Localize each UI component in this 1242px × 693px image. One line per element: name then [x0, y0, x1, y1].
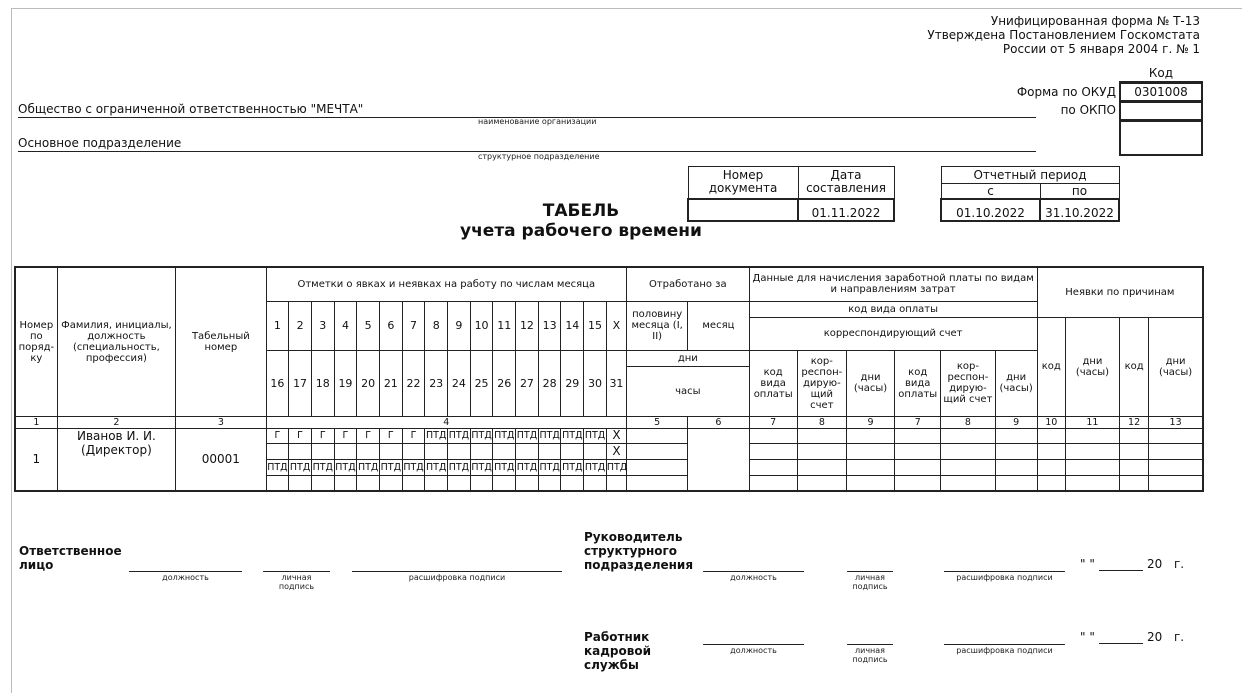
colnum-1: 1 [15, 416, 57, 428]
absence-cell[interactable] [1065, 428, 1119, 443]
okpo-value[interactable] [1119, 102, 1203, 121]
pay-cell[interactable] [797, 475, 846, 491]
pay-cell[interactable] [797, 459, 846, 475]
mark-empty[interactable] [584, 443, 607, 459]
mark-31[interactable]: ПТД [606, 459, 626, 475]
pay-cell[interactable] [941, 459, 995, 475]
organization-name: Общество с ограниченной ответственностью "МЕЧТА" [18, 102, 364, 116]
day-4: 4 [334, 301, 357, 350]
day-7: 7 [402, 301, 425, 350]
row-number: 1 [15, 428, 57, 491]
doc-date-label: Дата составления [798, 167, 894, 199]
head-date-line[interactable] [1099, 570, 1143, 571]
header-abs-days-1: дни (часы) [1065, 317, 1119, 416]
header-name: Фамилия, инициалы, должность (специальность, профессия) [57, 267, 175, 416]
mark-28[interactable]: ПТД [538, 459, 561, 475]
day-18: 18 [311, 350, 334, 416]
absence-cell[interactable] [1037, 428, 1065, 443]
mark-12[interactable]: ПТД [516, 430, 538, 441]
sub-code-2: код вида оплаты [895, 350, 941, 416]
row-tab-number[interactable]: 00001 [176, 428, 266, 491]
colnum-11: 11 [1065, 416, 1119, 428]
day-16: 16 [266, 350, 289, 416]
mark-empty[interactable] [606, 475, 626, 491]
absence-cell[interactable] [1037, 459, 1065, 475]
okud-label: Форма по ОКУД [1016, 85, 1116, 99]
pay-cell[interactable] [941, 428, 995, 443]
day-26: 26 [493, 350, 516, 416]
table-row [15, 428, 1203, 443]
absence-cell[interactable] [1120, 475, 1149, 491]
resp-decode-caption: расшифровка подписи [408, 573, 506, 582]
mark-18[interactable]: ПТД [311, 459, 334, 475]
mark-empty[interactable] [448, 475, 471, 491]
timesheet-table [14, 266, 1204, 492]
doc-number-label: Номер документа [688, 167, 798, 199]
mark-16[interactable]: ПТД [266, 459, 289, 475]
mark-empty[interactable] [493, 475, 516, 491]
mark-26[interactable]: ПТД [493, 459, 516, 475]
sub-days-2: дни (часы) [995, 350, 1037, 416]
hr-year-suffix: г. [1174, 630, 1185, 644]
header-pay-data: Данные для начисления заработной платы по видам и направлениям затрат [749, 267, 1037, 301]
head-label: Руководитель структурного подразделения [584, 530, 694, 572]
pay-cell[interactable] [995, 475, 1037, 491]
resp-person-label: Ответственное лицо [19, 544, 122, 572]
mark-4[interactable]: Г [334, 428, 357, 443]
day-9: 9 [448, 301, 471, 350]
header-paycode: код вида оплаты [749, 301, 1037, 317]
head-decode-line[interactable] [944, 571, 1065, 572]
day-3: 3 [311, 301, 334, 350]
colnum-9a: 9 [846, 416, 894, 428]
form-header-line3: России от 5 января 2004 г. № 1 [1002, 42, 1200, 56]
doc-title [450, 201, 712, 241]
mark-empty[interactable] [561, 475, 584, 491]
mark-30[interactable]: ПТД [584, 459, 607, 475]
day-1: 1 [266, 301, 289, 350]
colnum-6: 6 [688, 416, 749, 428]
resp-sign-line[interactable] [263, 571, 330, 572]
mark-9[interactable]: ПТД [448, 430, 470, 441]
period-to-label: по [1040, 184, 1119, 200]
hr-sign-caption: личная подпись [852, 646, 888, 664]
head-position-line[interactable] [703, 571, 804, 572]
code-box [1119, 65, 1203, 156]
worked-half-days-1[interactable] [627, 428, 688, 443]
colnum-10: 10 [1037, 416, 1065, 428]
resp-position-caption: должность [162, 573, 209, 582]
colnum-2: 2 [57, 416, 175, 428]
mark-21[interactable]: ПТД [379, 459, 402, 475]
header-days: дни [627, 350, 750, 366]
colnum-5: 5 [627, 416, 688, 428]
day-21: 21 [379, 350, 402, 416]
mark-8[interactable]: ПТД [426, 430, 447, 441]
pay-cell[interactable] [941, 443, 995, 459]
day-24: 24 [448, 350, 471, 416]
row-employee-name[interactable]: Иванов И. И. (Директор) [57, 428, 175, 491]
hr-position-line[interactable] [703, 644, 804, 645]
day-19: 19 [334, 350, 357, 416]
mark-19[interactable]: ПТД [334, 459, 357, 475]
sub-account-2: кор-респон-дирую-щий счет [941, 350, 995, 416]
head-year-suffix: г. [1174, 557, 1185, 571]
worked-half-hours-1[interactable] [627, 443, 688, 459]
colnum-7a: 7 [749, 416, 797, 428]
colnum-9b: 9 [995, 416, 1037, 428]
head-year-prefix: 20 [1147, 557, 1163, 571]
pay-cell[interactable] [995, 428, 1037, 443]
period-table [940, 166, 1120, 222]
pay-cell[interactable] [995, 443, 1037, 459]
absence-cell[interactable] [1149, 428, 1203, 443]
doc-title-line1: ТАБЕЛЬ [542, 201, 620, 221]
worked-half-hours-2[interactable] [627, 475, 688, 491]
day-25: 25 [470, 350, 493, 416]
hr-sign-line[interactable] [847, 644, 893, 645]
hr-label: Работник кадровой службы [584, 630, 652, 672]
form-header-line2: Утверждена Постановлением Госкомстата [927, 28, 1200, 42]
day-8: 8 [425, 301, 448, 350]
header-worked: Отработано за [627, 267, 750, 301]
absence-cell[interactable] [1065, 475, 1119, 491]
head-position-caption: должность [730, 573, 777, 582]
colnum-13: 13 [1149, 416, 1203, 428]
mark-empty[interactable] [470, 443, 493, 459]
code-extra-cell [1119, 121, 1203, 156]
mark-empty[interactable] [448, 443, 471, 459]
hr-decode-line[interactable] [944, 644, 1065, 645]
header-absence: Неявки по причинам [1037, 267, 1203, 317]
head-sign-caption: личная подпись [852, 573, 888, 591]
mark-empty[interactable] [357, 443, 380, 459]
colnum-8b: 8 [941, 416, 995, 428]
day-31: 31 [606, 350, 626, 416]
period-to-value[interactable]: 31.10.2022 [1040, 199, 1119, 221]
day-12: 12 [516, 301, 539, 350]
mark-24[interactable]: ПТД [448, 459, 471, 475]
colnum-4: 4 [266, 416, 627, 428]
mark-empty[interactable] [357, 475, 380, 491]
sub-code-1: код вида оплаты [749, 350, 797, 416]
mark-15[interactable]: ПТД [584, 430, 606, 441]
day-15: 15 [584, 301, 607, 350]
mark-empty[interactable] [379, 475, 402, 491]
resp-sign-caption: личная подпись [278, 573, 315, 591]
day-27: 27 [516, 350, 539, 416]
mark-empty[interactable] [538, 475, 561, 491]
kod-label: Код [1119, 65, 1203, 82]
mark-empty[interactable] [516, 443, 539, 459]
mark-empty[interactable] [334, 443, 357, 459]
header-abs-days-2: дни (часы) [1149, 317, 1203, 416]
pay-cell[interactable] [749, 443, 797, 459]
form-header-line1: Унифицированная форма № Т-13 [990, 14, 1200, 28]
day-11: 11 [493, 301, 516, 350]
pay-cell[interactable] [749, 475, 797, 491]
colnum-8a: 8 [797, 416, 846, 428]
absence-cell[interactable] [1149, 459, 1203, 475]
mark-3[interactable]: Г [311, 428, 334, 443]
day-30: 30 [584, 350, 607, 416]
hr-date-quote: " " [1080, 630, 1095, 644]
header-half-month: половину месяца (I, II) [627, 301, 688, 350]
header-account: корреспондирующий счет [749, 317, 1037, 350]
pay-cell[interactable] [895, 475, 941, 491]
header-hours: часы [627, 366, 750, 416]
mark-2[interactable]: Г [289, 428, 312, 443]
colnum-7b: 7 [895, 416, 941, 428]
head-decode-caption: расшифровка подписи [956, 573, 1053, 582]
colnum-3: 3 [176, 416, 266, 428]
sub-account-1: кор-респон-дирую-щий счет [797, 350, 846, 416]
mark-6[interactable]: Г [379, 428, 402, 443]
division-field[interactable] [18, 136, 1036, 152]
mark-11[interactable]: ПТД [494, 430, 515, 441]
absence-cell[interactable] [1065, 459, 1119, 475]
day-29: 29 [561, 350, 584, 416]
head-date-quote: " " [1080, 557, 1095, 571]
division-name: Основное подразделение [18, 136, 182, 150]
mark-7[interactable]: Г [402, 428, 425, 443]
mark-10[interactable]: ПТД [471, 430, 492, 441]
mark-25[interactable]: ПТД [470, 459, 493, 475]
mark-5[interactable]: Г [357, 428, 380, 443]
pay-cell[interactable] [895, 459, 941, 475]
mark-1[interactable]: Г [266, 428, 289, 443]
worked-month[interactable] [688, 428, 749, 491]
mark-empty[interactable] [470, 475, 493, 491]
form-header [927, 14, 1200, 56]
absence-cell[interactable] [1037, 475, 1065, 491]
mark-empty[interactable] [289, 443, 312, 459]
mark-empty[interactable] [402, 443, 425, 459]
mark-x2: X [606, 443, 626, 459]
mark-empty[interactable] [425, 475, 448, 491]
absence-cell[interactable] [1120, 443, 1149, 459]
mark-x1: X [606, 428, 626, 443]
absence-cell[interactable] [1149, 443, 1203, 459]
mark-empty[interactable] [402, 475, 425, 491]
worked-half-days-2[interactable] [627, 459, 688, 475]
doc-date-value[interactable]: 01.11.2022 [798, 199, 894, 221]
okud-value[interactable]: 0301008 [1119, 82, 1203, 102]
pay-cell[interactable] [846, 428, 894, 443]
pay-cell[interactable] [995, 459, 1037, 475]
period-from-label: с [941, 184, 1040, 200]
mark-20[interactable]: ПТД [357, 459, 380, 475]
mark-22[interactable]: ПТД [402, 459, 425, 475]
sub-days-1: дни (часы) [846, 350, 894, 416]
day-17: 17 [289, 350, 312, 416]
day-14: 14 [561, 301, 584, 350]
mark-empty[interactable] [538, 443, 561, 459]
mark-empty[interactable] [516, 475, 539, 491]
day-20: 20 [357, 350, 380, 416]
pay-cell[interactable] [797, 428, 846, 443]
doc-title-line2: учета рабочего времени [460, 221, 702, 241]
resp-position-line[interactable] [129, 571, 242, 572]
day-x: X [606, 301, 626, 350]
header-tab-number: Табельный номер [176, 267, 266, 416]
mark-empty[interactable] [289, 475, 312, 491]
day-5: 5 [357, 301, 380, 350]
organization-name-field[interactable] [18, 102, 1036, 118]
period-label: Отчетный период [941, 167, 1119, 184]
absence-cell[interactable] [1120, 428, 1149, 443]
header-abs-code-1: код [1037, 317, 1065, 416]
mark-29[interactable]: ПТД [561, 459, 584, 475]
absence-cell[interactable] [1065, 443, 1119, 459]
okpo-label: по ОКПО [1060, 103, 1116, 117]
absence-cell[interactable] [1149, 475, 1203, 491]
pay-cell[interactable] [895, 428, 941, 443]
mark-17[interactable]: ПТД [289, 459, 312, 475]
head-sign-line[interactable] [847, 571, 893, 572]
mark-empty[interactable] [311, 475, 334, 491]
day-6: 6 [379, 301, 402, 350]
day-13: 13 [538, 301, 561, 350]
header-month: месяц [688, 301, 749, 350]
hr-position-caption: должность [730, 646, 777, 655]
day-2: 2 [289, 301, 312, 350]
pay-cell[interactable] [846, 475, 894, 491]
pay-cell[interactable] [797, 443, 846, 459]
mark-empty[interactable] [584, 475, 607, 491]
mark-27[interactable]: ПТД [516, 459, 539, 475]
pay-cell[interactable] [749, 428, 797, 443]
absence-cell[interactable] [1037, 443, 1065, 459]
mark-empty[interactable] [379, 443, 402, 459]
pay-cell[interactable] [749, 459, 797, 475]
mark-empty[interactable] [425, 443, 448, 459]
mark-empty[interactable] [311, 443, 334, 459]
mark-empty[interactable] [334, 475, 357, 491]
header-abs-code-2: код [1120, 317, 1149, 416]
day-23: 23 [425, 350, 448, 416]
header-marks: Отметки о явках и неявках на работу по числам месяца [266, 267, 627, 301]
hr-date-line[interactable] [1099, 643, 1143, 644]
pay-cell[interactable] [846, 459, 894, 475]
mark-empty[interactable] [561, 443, 584, 459]
organization-caption: наименование организации [478, 117, 597, 126]
header-number: Номер по поряд-ку [15, 267, 57, 416]
pay-cell[interactable] [846, 443, 894, 459]
document-info-table [687, 166, 895, 222]
day-10: 10 [470, 301, 493, 350]
mark-13[interactable]: ПТД [539, 430, 560, 441]
mark-empty[interactable] [493, 443, 516, 459]
colnum-12: 12 [1120, 416, 1149, 428]
mark-14[interactable]: ПТД [562, 430, 583, 441]
period-from-value[interactable]: 01.10.2022 [941, 199, 1040, 221]
division-caption: структурное подразделение [478, 152, 600, 161]
mark-empty[interactable] [266, 443, 289, 459]
resp-decode-line[interactable] [352, 571, 562, 572]
mark-23[interactable]: ПТД [425, 459, 448, 475]
mark-empty[interactable] [266, 475, 289, 491]
hr-decode-caption: расшифровка подписи [956, 646, 1053, 655]
day-22: 22 [402, 350, 425, 416]
absence-cell[interactable] [1120, 459, 1149, 475]
pay-cell[interactable] [941, 475, 995, 491]
pay-cell[interactable] [895, 443, 941, 459]
day-28: 28 [538, 350, 561, 416]
hr-year-prefix: 20 [1147, 630, 1163, 644]
